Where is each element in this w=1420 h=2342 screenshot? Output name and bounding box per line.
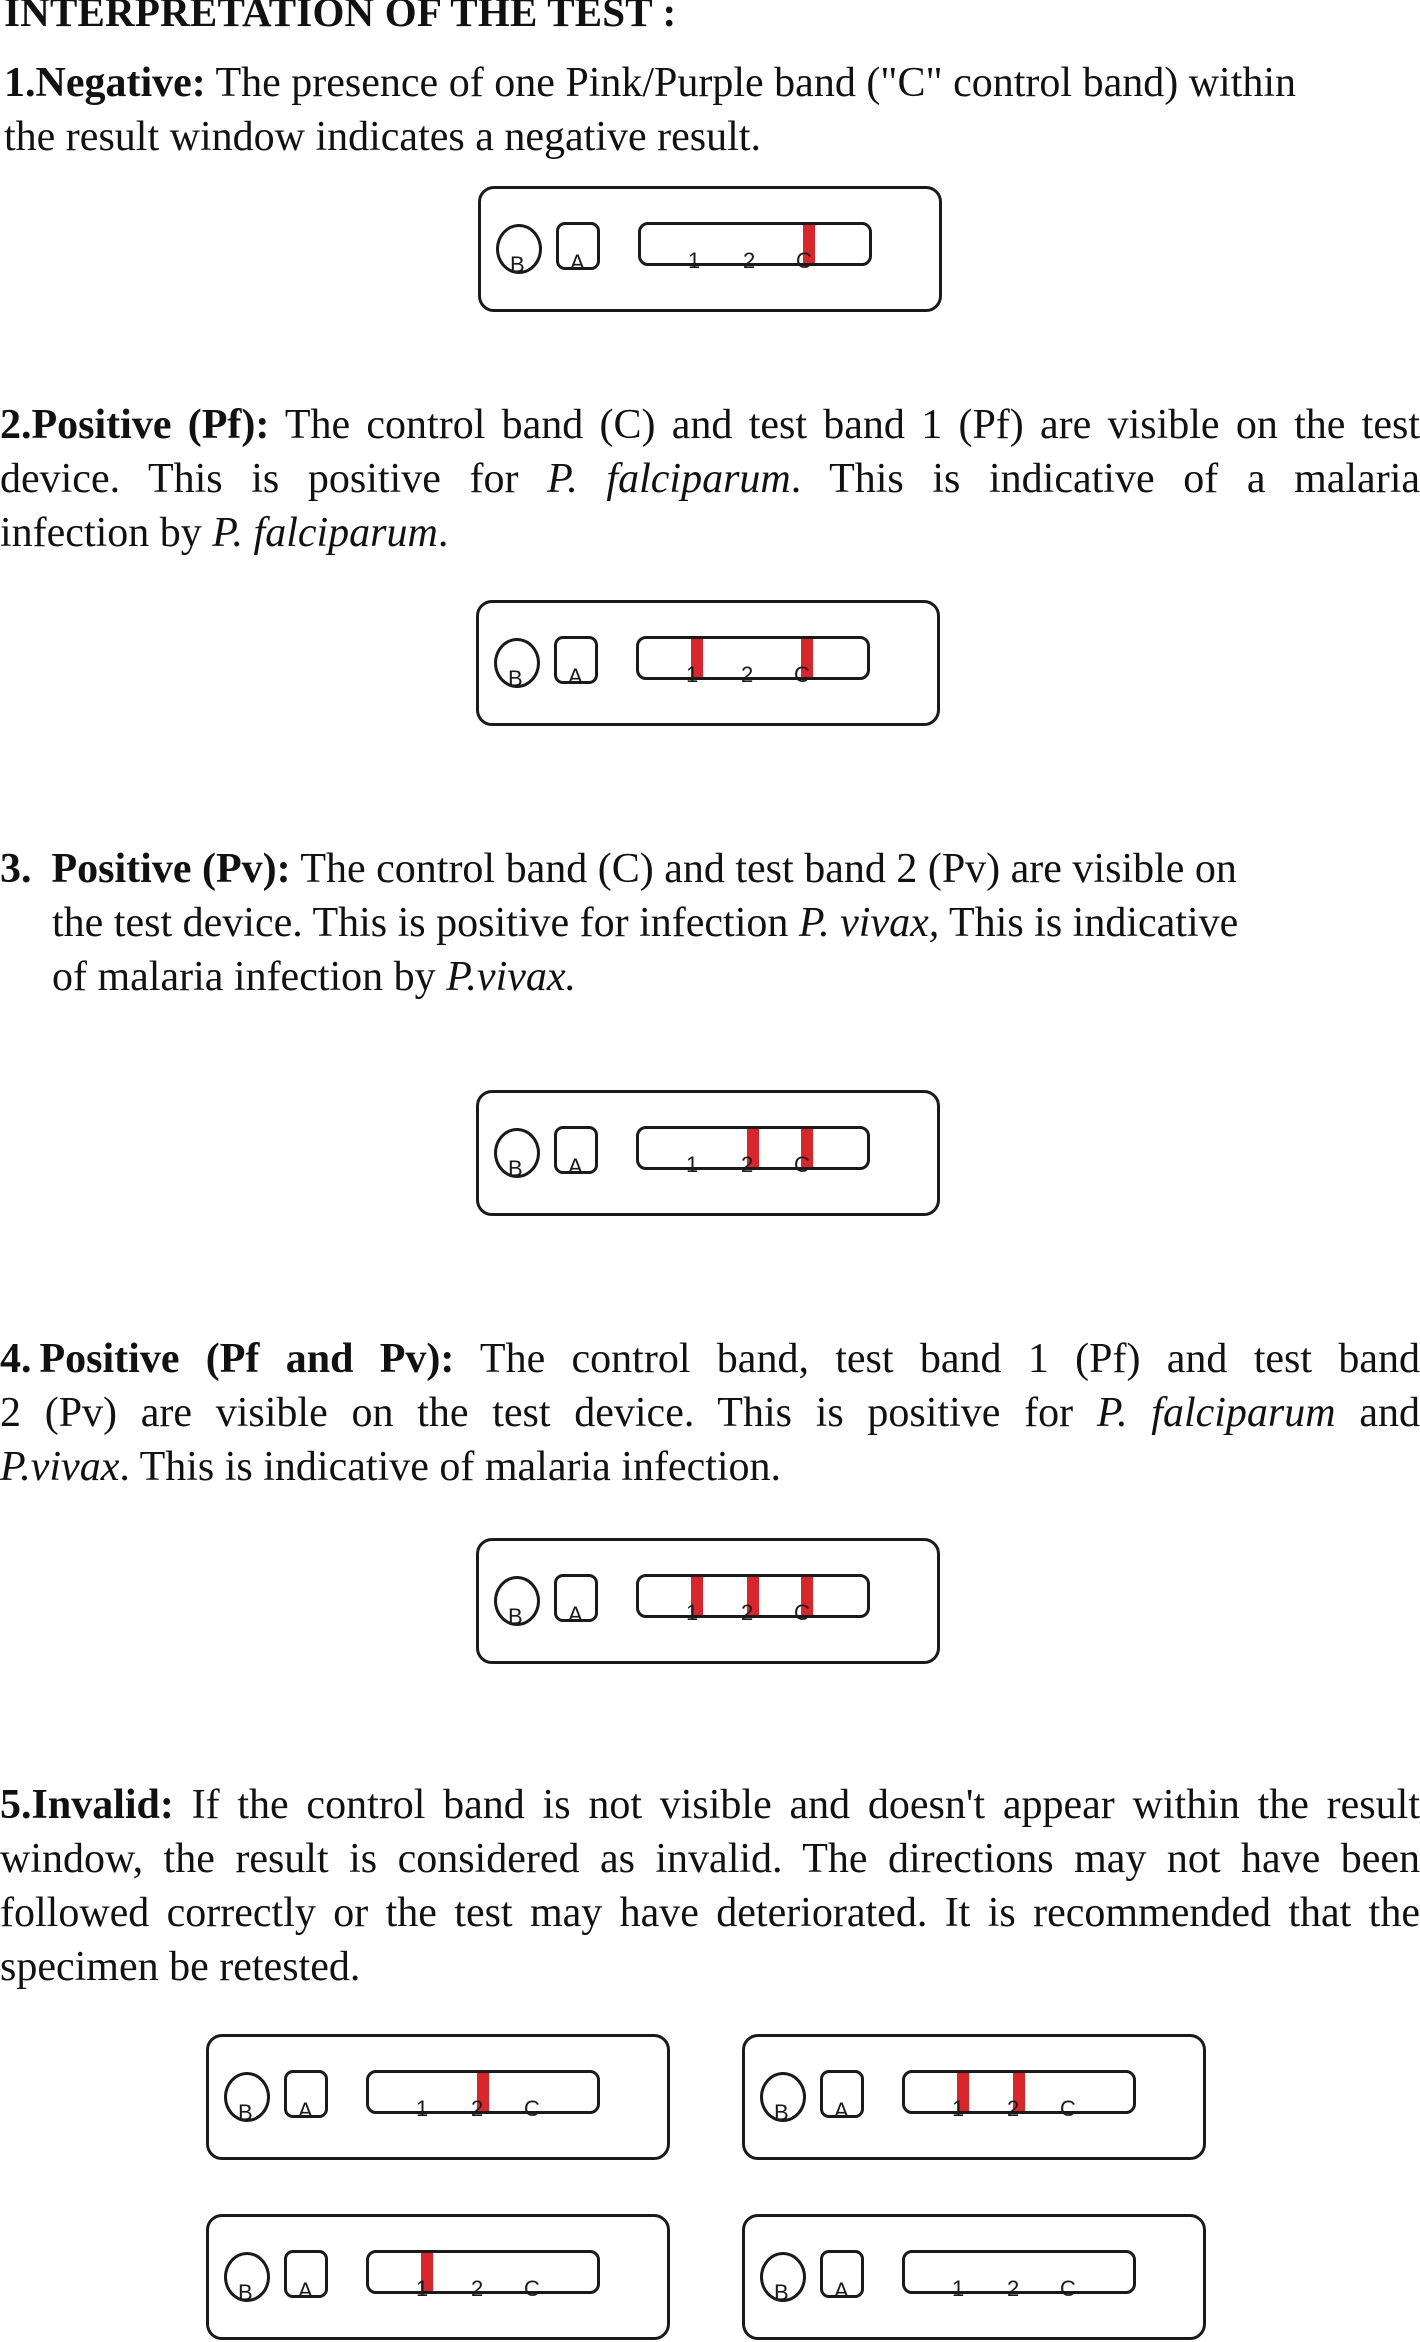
label-a: A	[568, 664, 583, 689]
label-b: B	[510, 252, 525, 277]
test-device-positive-pv	[476, 1090, 940, 1216]
negative-text-1: The presence of one Pink/Purple band ("C" control band) within	[205, 60, 1297, 106]
label-control: C	[796, 248, 812, 273]
positive-pf-pv-text-2b: and	[1335, 1390, 1420, 1436]
positive-pf-section	[0, 398, 1420, 560]
label-a: A	[298, 2278, 313, 2303]
label-band-2: 2	[1007, 2276, 1020, 2301]
label-a: A	[568, 1602, 583, 1627]
positive-pv-title: Positive (Pv):	[51, 846, 291, 892]
invalid-number: 5.	[0, 1782, 32, 1828]
species-name: P.vivax.	[446, 954, 577, 1000]
negative-section	[0, 56, 1420, 164]
label-band-2: 2	[471, 2096, 484, 2121]
label-control: C	[1060, 2276, 1076, 2301]
positive-pf-pv-text-3b: . This is indicative of malaria infection.	[119, 1444, 782, 1490]
label-band-1: 1	[952, 2276, 965, 2301]
positive-pf-pv-section	[0, 1332, 1420, 1494]
label-band-2: 2	[471, 2276, 484, 2301]
invalid-text-3: followed correctly or the test may have deteriorated. It is recommended that the	[0, 1890, 1420, 1936]
label-a: A	[298, 2098, 313, 2123]
label-band-2: 2	[741, 1152, 754, 1177]
label-b: B	[238, 2100, 253, 2125]
label-band-1: 1	[416, 2096, 429, 2121]
negative-number: 1.	[4, 60, 36, 106]
positive-pv-section	[0, 842, 1400, 1004]
label-a: A	[568, 1154, 583, 1179]
positive-pf-pv-title: Positive (Pf and Pv):	[39, 1336, 455, 1382]
label-band-1: 1	[688, 248, 701, 273]
positive-pf-title: Positive (Pf):	[31, 402, 270, 448]
label-b: B	[774, 2100, 789, 2125]
invalid-text-2: window, the result is considered as invalid. The directions may not have been	[0, 1836, 1420, 1882]
species-name: P.vivax	[0, 1444, 120, 1490]
positive-pf-text-1: The control band (C) and test band 1 (Pf) are visible on the test	[269, 402, 1420, 448]
species-name: P. falciparum	[547, 456, 791, 502]
positive-pv-text-2b: This is indicative	[939, 900, 1239, 946]
label-control: C	[794, 1600, 810, 1625]
label-control: C	[794, 1152, 810, 1177]
label-band-1: 1	[686, 1152, 699, 1177]
positive-pf-number: 2.	[0, 402, 32, 448]
test-device-positive-pf	[476, 600, 940, 726]
invalid-section	[0, 1778, 1420, 1994]
label-b: B	[508, 1604, 523, 1629]
positive-pv-text-1: The control band (C) and test band 2 (Pv) are visible on	[290, 846, 1237, 892]
label-b: B	[508, 1156, 523, 1181]
species-name: P. vivax,	[798, 900, 940, 946]
positive-pf-pv-text-1: The control band, test band 1 (Pf) and test band	[454, 1336, 1420, 1382]
label-a: A	[834, 2098, 849, 2123]
label-control: C	[524, 2096, 540, 2121]
positive-pf-pv-text-2a: 2 (Pv) are visible on the test device. This is positive for	[0, 1390, 1097, 1436]
label-band-2: 2	[741, 662, 754, 687]
label-control: C	[794, 662, 810, 687]
label-band-1: 1	[686, 1600, 699, 1625]
test-device-invalid-3	[206, 2214, 670, 2340]
label-band-1: 1	[416, 2276, 429, 2301]
label-band-2: 2	[1007, 2096, 1020, 2121]
positive-pv-number: 3.	[0, 846, 32, 892]
invalid-text-1: If the control band is not visible and doesn't appear within the result	[173, 1782, 1420, 1828]
test-device-negative	[478, 186, 942, 312]
positive-pf-text-3a: infection by	[0, 510, 213, 556]
invalid-text-4: specimen be retested.	[0, 1944, 361, 1990]
negative-title: Negative:	[35, 60, 206, 106]
positive-pf-text-2b: . This is indicative of a malaria	[790, 456, 1420, 502]
positive-pf-pv-number: 4.	[0, 1336, 32, 1382]
label-band-1: 1	[952, 2096, 965, 2121]
test-device-invalid-4	[742, 2214, 1206, 2340]
label-band-1: 1	[686, 662, 699, 687]
label-band-2: 2	[741, 1600, 754, 1625]
invalid-title: Invalid:	[31, 1782, 174, 1828]
test-device-invalid-2	[742, 2034, 1206, 2160]
positive-pf-text-2a: device. This is positive for	[0, 456, 548, 502]
label-control: C	[524, 2276, 540, 2301]
negative-text-2: the result window indicates a negative result.	[4, 114, 761, 160]
positive-pf-text-3b: .	[437, 510, 449, 556]
label-b: B	[774, 2280, 789, 2305]
species-name: P. falciparum	[1096, 1390, 1336, 1436]
label-b: B	[238, 2280, 253, 2305]
positive-pv-text-3a: of malaria infection by	[52, 954, 447, 1000]
label-control: C	[1060, 2096, 1076, 2121]
label-a: A	[570, 250, 585, 275]
label-b: B	[508, 666, 523, 691]
test-device-invalid-1	[206, 2034, 670, 2160]
species-name: P. falciparum	[212, 510, 438, 556]
test-device-positive-pf-pv	[476, 1538, 940, 1664]
positive-pv-text-2a: the test device. This is positive for infection	[52, 900, 799, 946]
label-band-2: 2	[743, 248, 756, 273]
label-a: A	[834, 2278, 849, 2303]
page-title: INTERPRETATION OF THE TEST :	[4, 0, 677, 35]
